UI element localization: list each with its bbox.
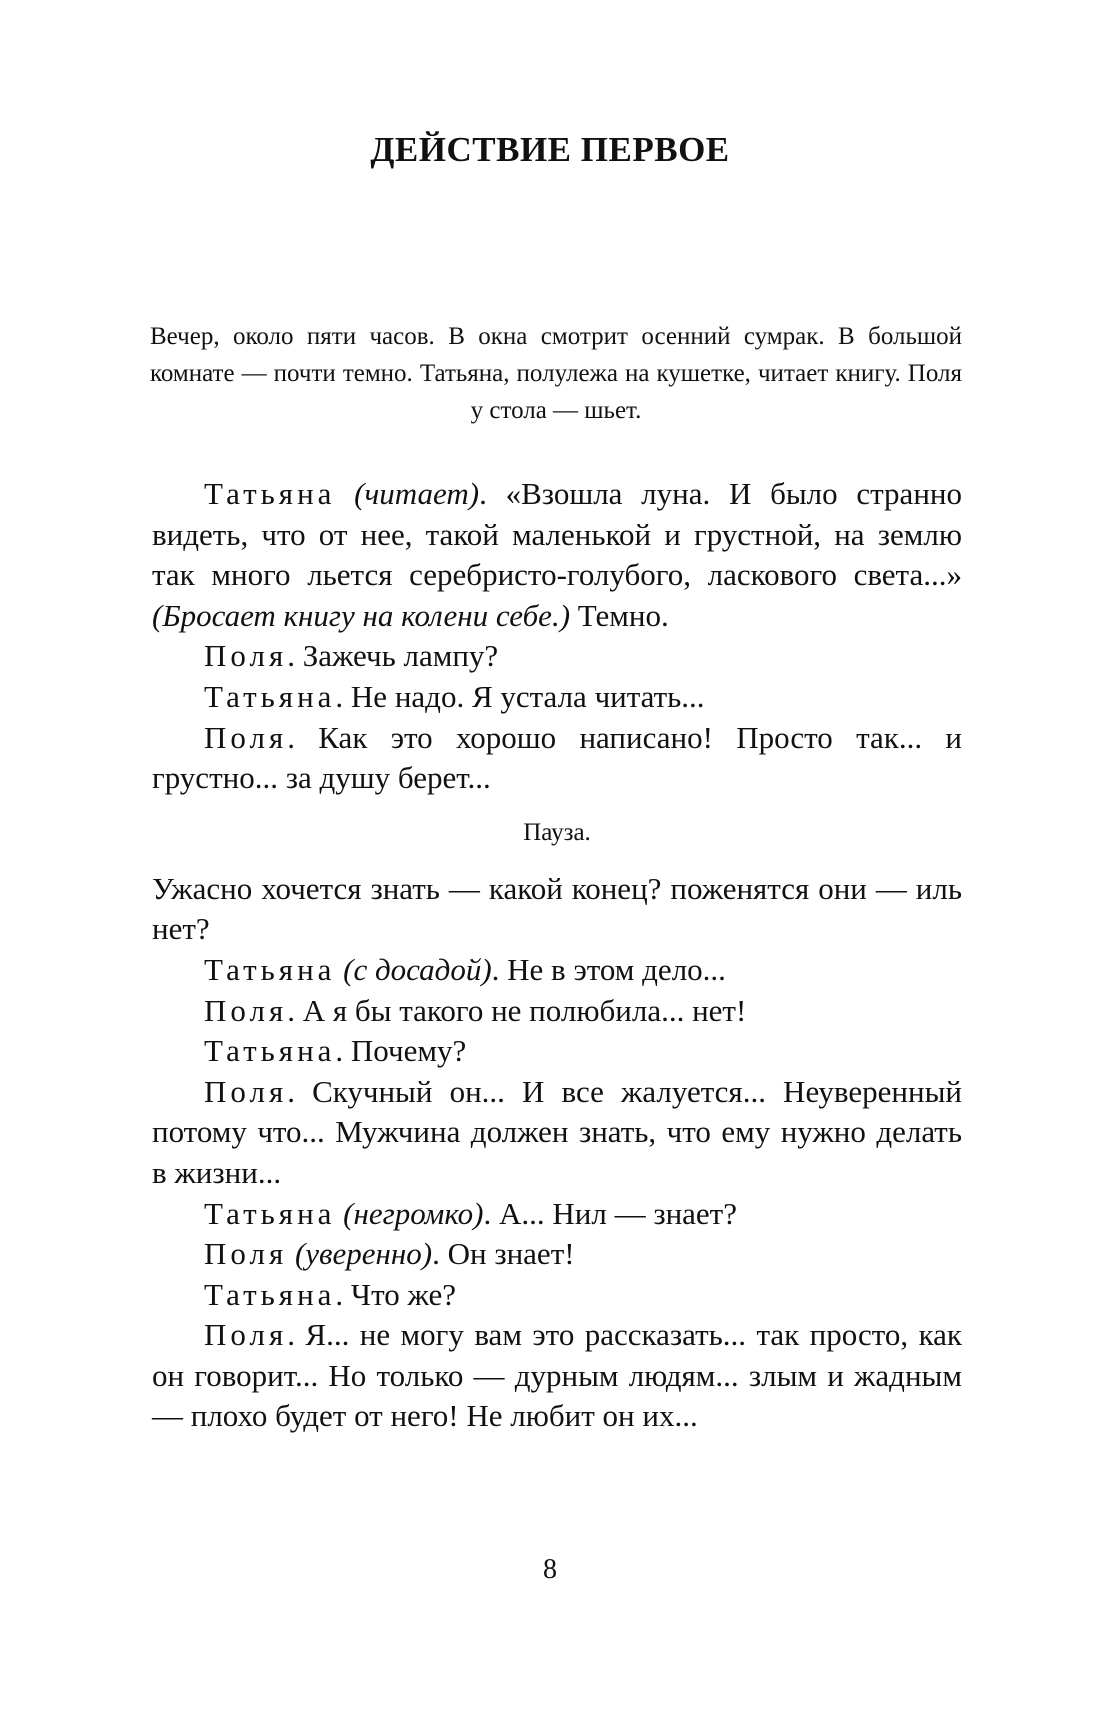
speech-text: Темно. [570,597,669,633]
speaker-name: Татьяна [204,1033,336,1069]
speech-line [152,474,962,636]
stage-remark: (с досадой) [343,951,492,987]
speaker-name: Поля [204,1073,288,1109]
speech-line [152,1031,962,1072]
speech-continuation: Ужасно хочется знать — какой конец? поженятся они — иль нет? [152,870,962,947]
speech-line [152,1315,962,1437]
speech-line [152,991,962,1032]
dialogue-body [152,474,962,1437]
speech-line [152,718,962,799]
pause-direction: Пауза. [523,818,591,846]
speaker-name: Поля [204,719,288,755]
speaker-name: Поля [204,1317,288,1353]
speech-line [152,1275,962,1316]
speech-text: . Скучный он... И все жалуется... Неуверенный потому что... Мужчина должен знать, что ему нужно делать в жизни... [152,1073,962,1190]
speech-line [152,1234,962,1275]
speaker-name: Татьяна [204,951,336,987]
speech-text: . Почему? [335,1033,467,1069]
speech-text: . Не надо. Я устала читать... [335,678,705,714]
speech-text: . «Взошла луна. И было странно видеть, что от нее, такой маленькой и грустной, на землю так много льется серебристо-голубого, ласкового света...» [152,476,962,593]
speaker-name: Татьяна [204,1276,336,1312]
speech-text: . Я... не могу вам это рассказать... так просто, как он говорит... Но только — дурным людям... злым и жадным — плохо будет от него! Не любит он их... [152,1317,962,1434]
speech-text: . А... Нил — знает? [483,1195,737,1231]
speaker-name: Татьяна [204,678,336,714]
page-number: 8 [543,1554,557,1585]
stage-direction: Вечер, около пяти часов. В окна смотрит осенний сумрак. В большой комнате — почти темно. Татьяна, полулежа на кушетке, читает книгу. Поля у стола — шьет. [150,323,962,424]
speech-text: . Не в этом дело... [491,951,726,987]
speaker-name: Татьяна [204,476,336,511]
speaker-name: Поля [204,1236,288,1272]
stage-remark: (Бросает книгу на колени себе.) [152,597,571,633]
speech-text: . А я бы такого не полюбила... нет! [287,992,747,1028]
speech-text: . Как это хорошо написано! Просто так... и грустно... за душу берет... [152,719,962,796]
speech-line [152,636,962,677]
speech-line [152,1194,962,1235]
speech-text: . Что же? [335,1276,456,1312]
speaker-name: Поля [204,992,288,1028]
act-title: ДЕЙСТВИЕ ПЕРВОЕ [370,130,730,169]
speech-line [152,950,962,991]
stage-remark: (негромко) [343,1195,484,1231]
speaker-name: Татьяна [204,1195,336,1231]
speech-text: . Зажечь лампу? [287,638,499,674]
speaker-name: Поля [204,638,288,674]
speech-line [152,677,962,718]
speech-line [152,1072,962,1194]
speech-text: . Он знает! [432,1236,575,1272]
stage-remark: (читает) [354,476,480,511]
stage-remark: (уверенно) [294,1236,433,1272]
